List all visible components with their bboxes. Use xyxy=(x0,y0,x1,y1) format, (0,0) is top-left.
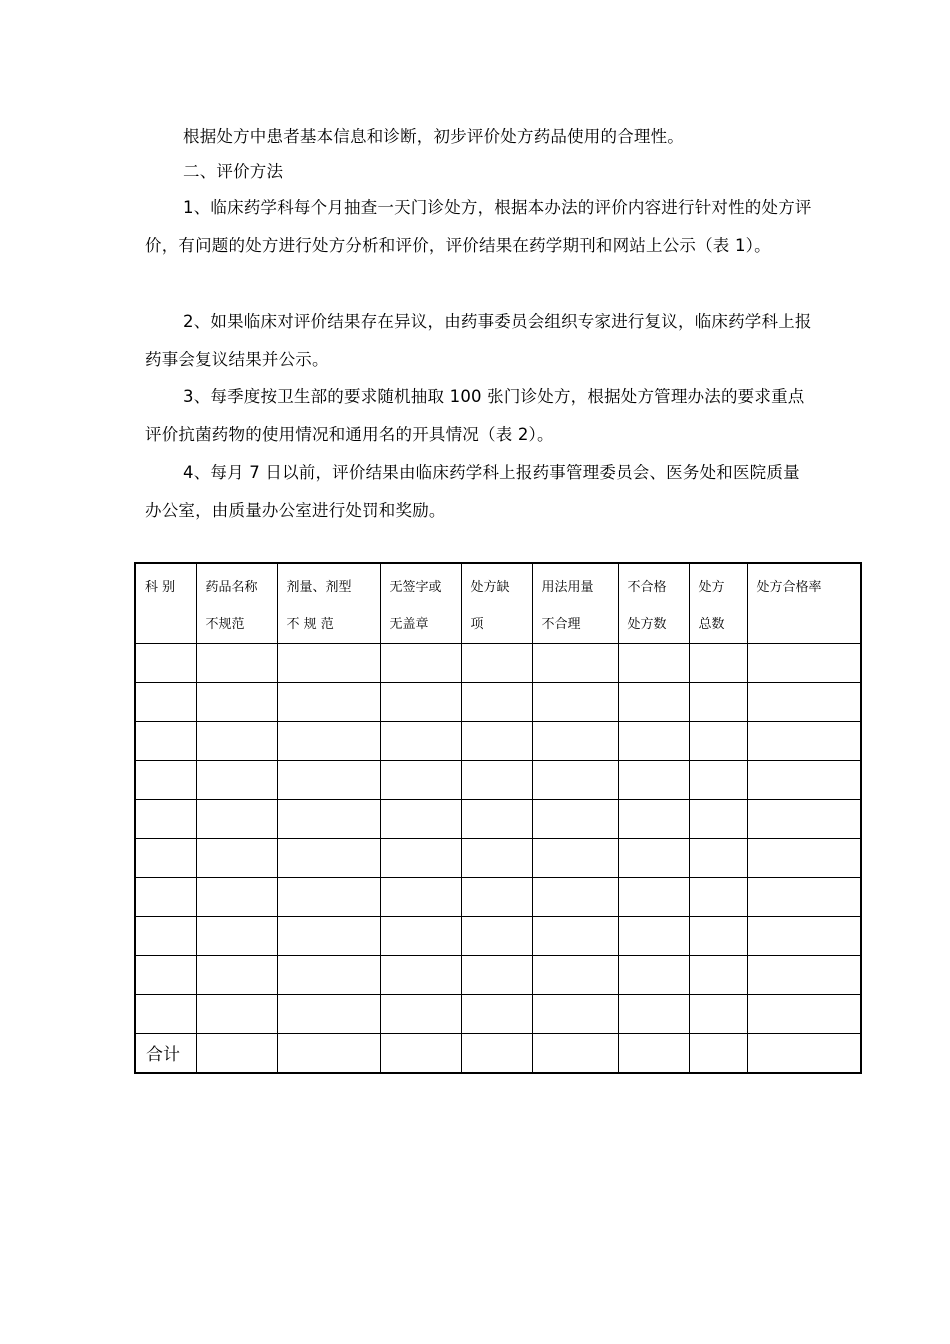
table-cell xyxy=(277,644,380,683)
header-no-signature-or-seal: 无签字或 无盖章 xyxy=(380,563,461,644)
table-cell xyxy=(135,917,196,956)
table-cell xyxy=(747,1034,861,1073)
table-cell xyxy=(689,722,747,761)
table-cell xyxy=(380,995,461,1034)
table-row xyxy=(135,917,861,956)
table-cell xyxy=(135,956,196,995)
table-cell xyxy=(747,878,861,917)
table-cell xyxy=(277,800,380,839)
table-cell xyxy=(461,917,532,956)
table-row xyxy=(135,644,861,683)
table-cell xyxy=(461,1034,532,1073)
table-cell xyxy=(689,1034,747,1073)
paragraph-item-2: 2、如果临床对评价结果存在异议，由药事委员会组织专家进行复议，临床药学科上报药事会复议结果并公示。 xyxy=(145,312,812,369)
table-row xyxy=(135,839,861,878)
table-cell xyxy=(277,878,380,917)
table-cell xyxy=(461,722,532,761)
table-cell xyxy=(135,839,196,878)
table-cell xyxy=(277,995,380,1034)
table-cell xyxy=(135,800,196,839)
table-cell xyxy=(618,683,689,722)
table-cell xyxy=(135,644,196,683)
table-cell xyxy=(135,878,196,917)
table-row xyxy=(135,956,861,995)
table-cell xyxy=(380,683,461,722)
table-cell xyxy=(196,683,277,722)
table-cell xyxy=(689,995,747,1034)
table-row xyxy=(135,761,861,800)
table-cell xyxy=(135,683,196,722)
table-header-row xyxy=(135,563,861,644)
table-cell xyxy=(196,917,277,956)
header-unqualified-count: 不合格 处方数 xyxy=(618,563,689,644)
table-cell xyxy=(380,644,461,683)
table-cell xyxy=(689,956,747,995)
table-cell xyxy=(747,917,861,956)
table-cell xyxy=(532,917,618,956)
table-cell xyxy=(461,800,532,839)
table-cell xyxy=(196,839,277,878)
table-cell xyxy=(380,956,461,995)
table-cell xyxy=(532,839,618,878)
table-cell xyxy=(461,644,532,683)
table-cell xyxy=(747,644,861,683)
table-cell xyxy=(747,800,861,839)
table-cell xyxy=(196,995,277,1034)
table-cell xyxy=(461,995,532,1034)
table-cell xyxy=(380,761,461,800)
table-cell xyxy=(196,800,277,839)
table-cell xyxy=(689,683,747,722)
table-cell xyxy=(532,878,618,917)
paragraph-item-3: 3、每季度按卫生部的要求随机抽取 100 张门诊处方，根据处方管理办法的要求重点评价抗菌药物的使用情况和通用名的开具情况（表 2）。 xyxy=(145,387,805,444)
header-qualification-rate: 处方合格率 xyxy=(747,563,861,644)
table-cell xyxy=(618,995,689,1034)
evaluation-table-container xyxy=(134,562,862,1074)
table-cell xyxy=(618,878,689,917)
section-heading-evaluation-method: 二、评价方法 xyxy=(183,162,284,181)
table-cell xyxy=(532,995,618,1034)
table-cell xyxy=(618,761,689,800)
table-cell xyxy=(532,683,618,722)
header-missing-items: 处方缺 项 xyxy=(461,563,532,644)
table-cell xyxy=(532,800,618,839)
table-row xyxy=(135,722,861,761)
table-cell xyxy=(618,800,689,839)
table-cell xyxy=(196,761,277,800)
table-cell xyxy=(689,917,747,956)
table-cell xyxy=(380,1034,461,1073)
header-drug-name-irregular: 药品名称 不规范 xyxy=(196,563,277,644)
table-cell xyxy=(747,956,861,995)
table-cell xyxy=(532,761,618,800)
table-cell xyxy=(532,644,618,683)
table-cell xyxy=(747,722,861,761)
table-cell xyxy=(461,683,532,722)
table-cell xyxy=(689,878,747,917)
table-cell xyxy=(380,800,461,839)
table-cell xyxy=(277,956,380,995)
table-row xyxy=(135,800,861,839)
table-cell xyxy=(277,722,380,761)
table-cell xyxy=(277,683,380,722)
table-cell xyxy=(532,956,618,995)
table-cell xyxy=(196,956,277,995)
table-row xyxy=(135,683,861,722)
table-cell xyxy=(618,839,689,878)
table-cell xyxy=(277,839,380,878)
table-cell xyxy=(380,839,461,878)
table-cell xyxy=(380,917,461,956)
table-cell xyxy=(618,956,689,995)
table-cell xyxy=(747,995,861,1034)
table-cell xyxy=(277,761,380,800)
table-cell xyxy=(135,995,196,1034)
table-row xyxy=(135,878,861,917)
header-usage-dosage-unreasonable: 用法用量 不合理 xyxy=(532,563,618,644)
table-cell xyxy=(747,683,861,722)
paragraph-item-1: 1、临床药学科每个月抽查一天门诊处方，根据本办法的评价内容进行针对性的处方评价，有问题的处方进行处方分析和评价，评价结果在药学期刊和网站上公示（表 1）。 xyxy=(145,198,812,255)
table-cell xyxy=(747,761,861,800)
table-cell xyxy=(689,839,747,878)
table-cell xyxy=(277,917,380,956)
table-total-row xyxy=(135,1034,861,1073)
table-cell xyxy=(618,1034,689,1073)
table-cell xyxy=(618,917,689,956)
table-cell xyxy=(380,722,461,761)
table-cell xyxy=(689,644,747,683)
table-cell xyxy=(461,878,532,917)
table-cell xyxy=(532,722,618,761)
header-total-prescriptions: 处方 总数 xyxy=(689,563,747,644)
table-cell xyxy=(196,1034,277,1073)
table-cell xyxy=(196,878,277,917)
header-department: 科 别 xyxy=(135,563,196,644)
table-cell xyxy=(380,878,461,917)
paragraph-item-4: 4、每月 7 日以前，评价结果由临床药学科上报药事管理委员会、医务处和医院质量办公室，由质量办公室进行处罚和奖励。 xyxy=(145,463,800,520)
table-cell xyxy=(461,839,532,878)
table-cell xyxy=(461,761,532,800)
table-cell xyxy=(618,644,689,683)
table-cell xyxy=(689,800,747,839)
table-cell xyxy=(689,761,747,800)
table-cell xyxy=(532,1034,618,1073)
table-cell xyxy=(196,644,277,683)
total-label: 合计 xyxy=(135,1034,196,1073)
table-cell xyxy=(277,1034,380,1073)
table-cell xyxy=(135,722,196,761)
table-cell xyxy=(747,839,861,878)
table-cell xyxy=(618,722,689,761)
header-dosage-form-irregular: 剂量、剂型 不 规 范 xyxy=(277,563,380,644)
paragraph-basic-info: 根据处方中患者基本信息和诊断，初步评价处方药品使用的合理性。 xyxy=(183,127,684,146)
table-cell xyxy=(461,956,532,995)
table-row xyxy=(135,995,861,1034)
table-cell xyxy=(196,722,277,761)
table-cell xyxy=(135,761,196,800)
evaluation-table xyxy=(134,562,862,1074)
